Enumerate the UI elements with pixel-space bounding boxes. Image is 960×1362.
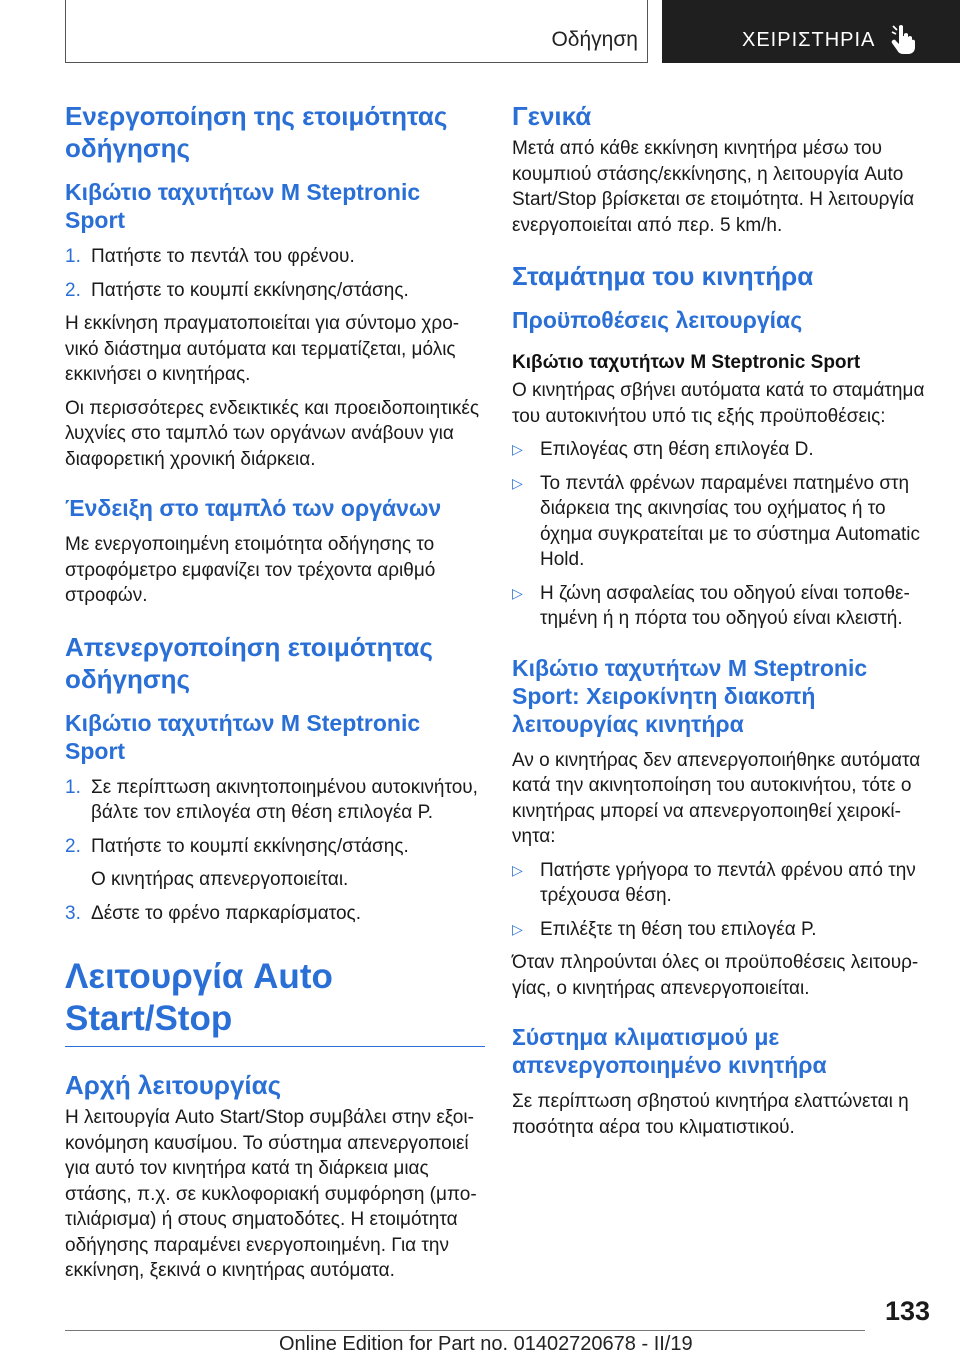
footer-divider	[65, 1330, 865, 1331]
list-item	[512, 471, 932, 573]
step-text: Πατήστε το πεντάλ του φρένου.	[91, 246, 355, 267]
step-item	[65, 775, 485, 826]
footer-edition: Online Edition for Part no. 01402720678 - II/19	[279, 1333, 693, 1355]
list-text: Επιλογέας στη θέση επιλογέα D.	[540, 439, 814, 460]
paragraph: Οι περισσότερες ενδεικτικές και προειδοποιητικές λυχνίες στο ταμπλό των οργάνων ανάβουν για διαφορετική χρονική διάρκεια.	[65, 397, 480, 470]
bullet-triangle-icon: ▷	[512, 920, 523, 937]
paragraph: Η λειτουργία Auto Start/Stop συμβάλει στην εξοικονόμηση καυσίμου. Το σύστημα απενεργοποιεί για αυτό τον κινητήρα κατά τη διάρκεια μιας στάσης, π.χ. σε κυκλοφοριακή συμφόρηση (μποτιλιάρισμα) ή στους σηματοδότες. Η ετοιμότητα οδήγησης παραμένει ενεργοποιημένη. Για την εκκίνηση, ξεκινά ο κινητήρας αυτόματα.	[65, 1107, 477, 1281]
chapter-title-auto-start-stop: Λειτουργία Auto Start/Stop	[65, 956, 485, 1047]
paragraph: Με ενεργοποιημένη ετοιμότητα οδήγησης το στροφόμετρο εμφανίζει τον τρέχοντα αριθμό στροφών.	[65, 534, 436, 606]
hand-pointer-icon	[890, 24, 916, 54]
step-text: Πατήστε το κουμπί εκκίνησης/στάσης.	[91, 279, 409, 301]
step-number: 1.	[65, 776, 81, 798]
heading-activate-readiness: Ενεργοποίηση της ετοιμότητας οδήγησης	[65, 101, 448, 163]
block-heading-gearbox: Κιβώτιο ταχυτήτων M Steptronic Sport	[512, 352, 861, 373]
step-number: 2.	[65, 835, 81, 857]
subheading-gearbox-1: Κιβώτιο ταχυτήτων M Steptronic Sport	[65, 179, 421, 233]
paragraph: Αν ο κινητήρας δεν απενεργοποιήθηκε αυτόματα κατά την ακινητοποίηση του αυτοκινήτου, τότε ο κινητήρας μπορεί να απενεργοποιηθεί χειροκίνητα:	[512, 749, 921, 847]
subheading-manual-stop: Κιβώτιο ταχυτήτων M Steptronic Sport: Χειροκίνητη διακοπή λειτουργίας κινητήρα	[512, 654, 868, 737]
list-item	[512, 858, 932, 909]
bullet-triangle-icon: ▷	[512, 474, 523, 491]
paragraph: Η εκκίνηση πραγματοποιείται για σύντομο χρονικό διάστημα αυτόματα και τερματίζεται, μόλις εκκινήσει ο κινητήρας.	[65, 313, 460, 385]
step-note: Ο κινητήρας απενεργοποιείται.	[91, 869, 349, 890]
list-item	[512, 917, 932, 943]
list-text: Το πεντάλ φρένων παραμένει πατημένο στη διάρκεια της ακινησίας του οχήματος ή το όχημα συγκρατείται με το σύστημα Automatic Hold.	[540, 472, 921, 570]
step-item	[65, 244, 485, 270]
list-text: Η ζώνη ασφαλείας του οδηγού είναι τοποθετημένη ή η πόρτα του οδηγού είναι κλειστή.	[540, 582, 910, 629]
heading-general: Γενικά	[512, 101, 592, 131]
page-number: 133	[884, 1296, 930, 1326]
heading-stop-engine: Σταμάτημα του κινητήρα	[512, 261, 814, 291]
header-chapter-tab[interactable]	[662, 0, 960, 63]
left-column	[65, 100, 485, 1292]
paragraph: Όταν πληρούνται όλες οι προϋποθέσεις λειτουργίας, ο κινητήρας απενεργοποιείται.	[512, 952, 919, 999]
step-text: Σε περίπτωση ακινητοποιημένου αυτοκινήτου, βάλτε τον επιλογέα στη θέση επιλογέα P.	[91, 776, 478, 823]
subheading-climate-control: Σύστημα κλιματισμού με απενεργοποιημένο κινητήρα	[512, 1024, 827, 1078]
step-number: 3.	[65, 902, 81, 924]
right-column	[512, 100, 932, 1148]
step-item	[65, 278, 485, 304]
step-item	[65, 834, 485, 860]
paragraph: Ο κινητήρας σβήνει αυτόματα κατά το σταμάτημα του αυτοκινήτου υπό τις εξής προϋποθέσεις:	[512, 380, 925, 427]
heading-principle: Αρχή λειτουργίας	[65, 1070, 282, 1100]
header-section-title: Οδήγηση	[551, 28, 638, 51]
step-number: 1.	[65, 246, 81, 267]
paragraph: Μετά από κάθε εκκίνηση κινητήρα μέσω του κουμπιού στάσης/εκκίνησης, η λειτουργία Auto Start/Stop βρίσκεται σε ετοιμότητα. Η λειτουργία ενεργοποιείται από περ. 5 km/h.	[512, 138, 915, 236]
bullet-triangle-icon: ▷	[512, 861, 523, 878]
list-text: Πατήστε γρήγορα το πεντάλ φρένου από την τρέχουσα θέση.	[540, 859, 916, 906]
heading-deactivate-readiness: Απενεργοποίηση ετοιμότητας οδήγησης	[65, 631, 433, 694]
subheading-instrument-cluster: Ένδειξη στο ταμπλό των οργάνων	[65, 495, 442, 521]
subheading-gearbox-2: Κιβώτιο ταχυτήτων M Steptronic Sport	[65, 709, 421, 764]
bullet-triangle-icon: ▷	[512, 584, 523, 601]
step-item	[65, 901, 485, 927]
paragraph: Σε περίπτωση σβηστού κινητήρα ελαττώνεται η ποσότητα αέρα του κλιματιστικού.	[512, 1091, 909, 1138]
header-chapter-title: ΧΕΙΡΙΣΤΗΡΙΑ	[742, 29, 876, 51]
bullet-triangle-icon: ▷	[512, 441, 523, 457]
list-item	[512, 581, 932, 632]
list-text: Επιλέξτε τη θέση του επιλογέα P.	[540, 918, 817, 940]
list-item	[512, 437, 932, 463]
step-text: Δέστε το φρένο παρκαρίσματος.	[91, 902, 361, 924]
step-text: Πατήστε το κουμπί εκκίνησης/στάσης.	[91, 835, 409, 857]
subheading-conditions: Προϋποθέσεις λειτουργίας	[512, 307, 803, 333]
step-number: 2.	[65, 279, 81, 301]
